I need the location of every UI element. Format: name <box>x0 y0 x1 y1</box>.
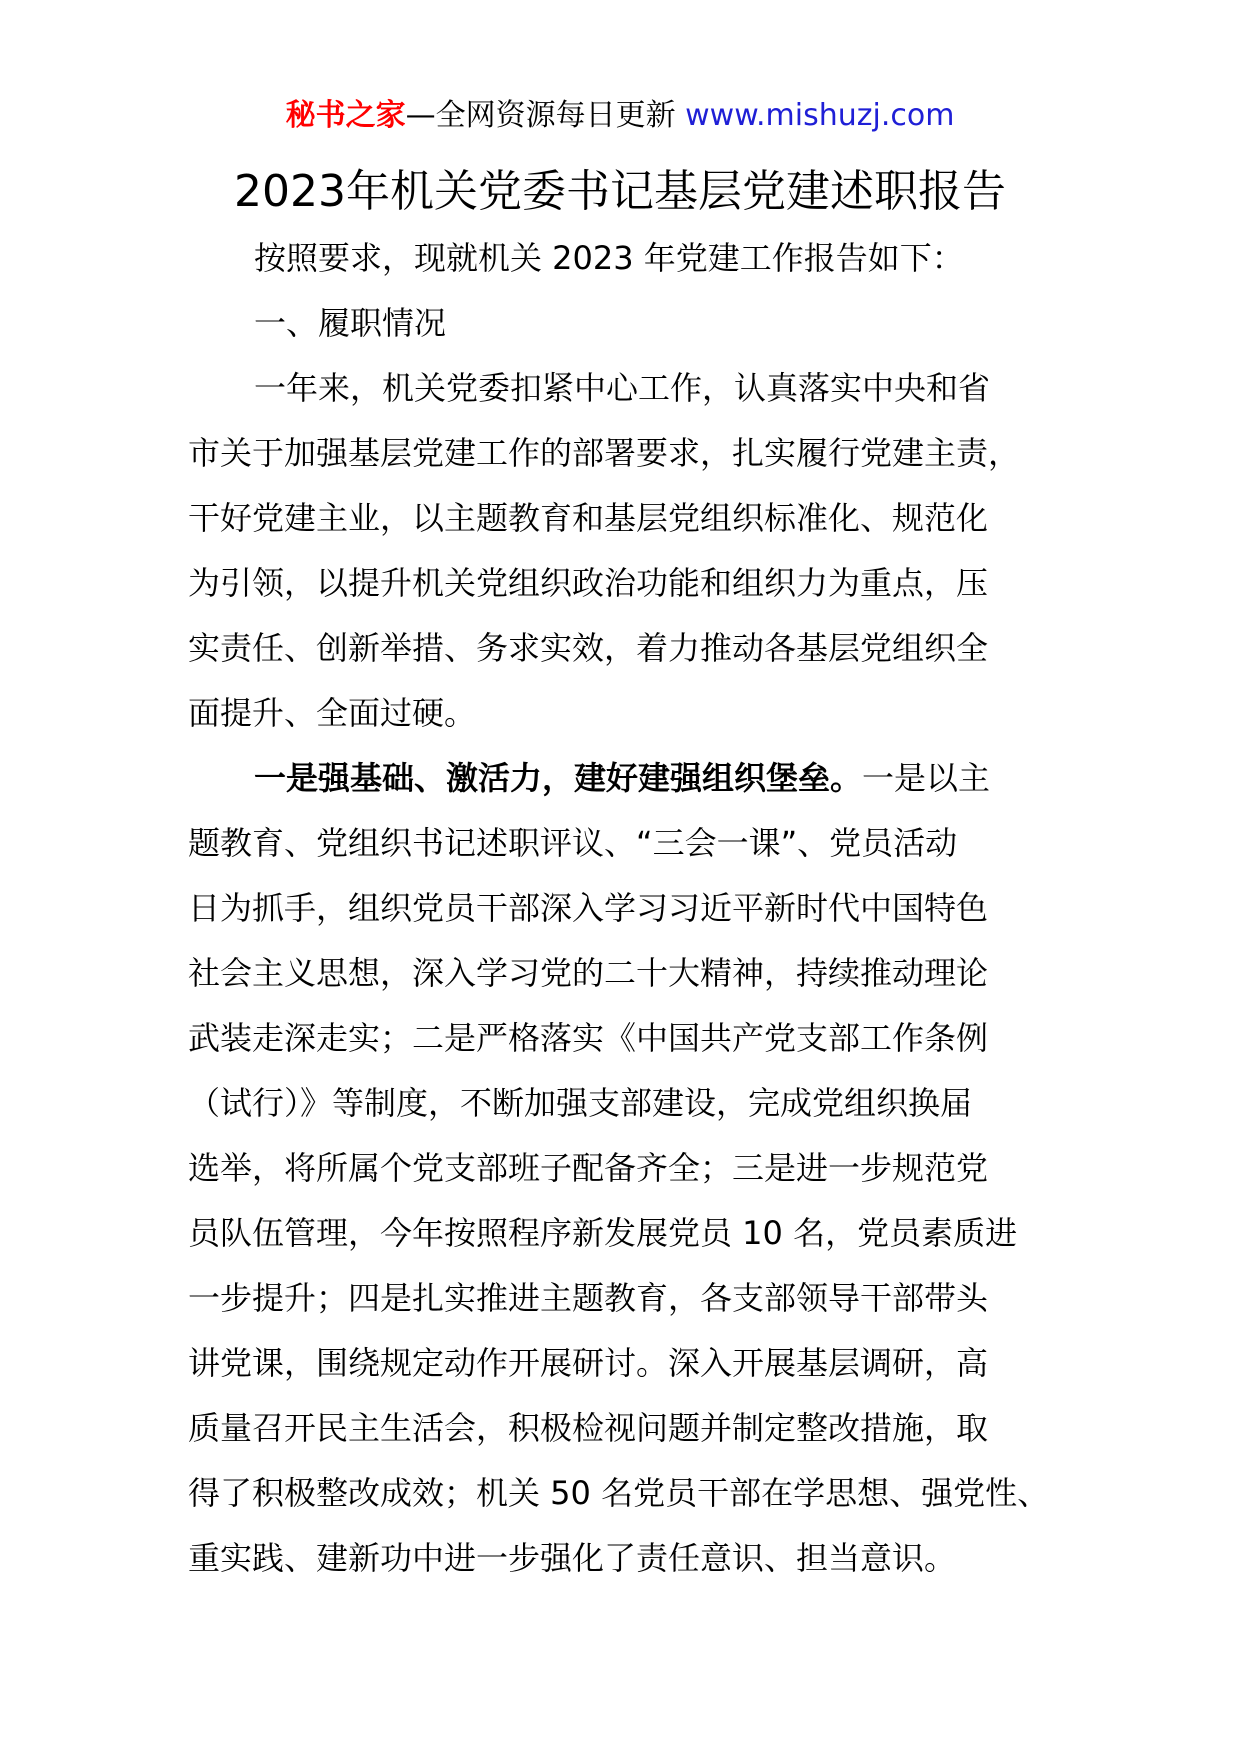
paragraph-lead: 一是强基础、激活力，建好建强组织堡垒。 <box>254 759 863 797</box>
text-line: 武装走深走实；二是严格落实《中国共产党支部工作条例 <box>188 1019 989 1057</box>
paragraph-organization <box>188 746 1060 1591</box>
text-line: 一步提升；四是扎实推进主题教育，各支部领导干部带头 <box>188 1279 989 1317</box>
paragraph-summary <box>188 356 1060 746</box>
text-line: 干好党建主业，以主题教育和基层党组织标准化、规范化 <box>188 499 989 537</box>
document-title: 2023年机关党委书记基层党建述职报告 <box>234 166 1006 217</box>
site-brand: 秘书之家 <box>285 98 406 133</box>
text-line: 面提升、全面过硬。 <box>188 694 477 732</box>
text-line: 讲党课，围绕规定动作开展研讨。深入开展基层调研，高 <box>188 1344 989 1382</box>
text-line: 得了积极整改成效；机关 50 名党员干部在学思想、强党性、 <box>188 1474 1050 1512</box>
text-line: 为引领，以提升机关党组织政治功能和组织力为重点，压 <box>188 564 989 602</box>
text-line: （试行）》等制度，不断加强支部建设，完成党组织换届 <box>188 1084 973 1122</box>
text-line: 市关于加强基层党建工作的部署要求，扎实履行党建主责， <box>188 434 1021 472</box>
text-line: 重实践、建新功中进一步强化了责任意识、担当意识。 <box>188 1539 957 1577</box>
text-line <box>188 746 1060 811</box>
section-heading: 一、履职情况 <box>254 304 447 342</box>
text-line: 选举，将所属个党支部班子配备齐全；三是进一步规范党 <box>188 1149 989 1187</box>
site-tagline: —全网资源每日更新 <box>405 98 686 133</box>
lead-continuation: 一是以主 <box>862 759 991 797</box>
intro-paragraph: 按照要求，现就机关 2023 年党建工作报告如下： <box>254 239 964 277</box>
site-url-link[interactable]: www.mishuzj.com <box>685 98 955 133</box>
document-body <box>188 226 1060 1591</box>
text-line: 实责任、创新举措、务求实效，着力推动各基层党组织全 <box>188 629 989 667</box>
text-line: 社会主义思想，深入学习党的二十大精神，持续推动理论 <box>188 954 989 992</box>
text-line: 一年来，机关党委扣紧中心工作，认真落实中央和省 <box>254 369 991 407</box>
text-line: 质量召开民主生活会，积极检视问题并制定整改措施，取 <box>188 1409 989 1447</box>
site-banner <box>0 96 1240 136</box>
text-line: 员队伍管理，今年按照程序新发展党员 10 名，党员素质进 <box>188 1214 1018 1252</box>
text-line: 题教育、党组织书记述职评议、“三会一课”、党员活动 <box>188 824 958 862</box>
text-line: 日为抓手，组织党员干部深入学习习近平新时代中国特色 <box>188 889 989 927</box>
